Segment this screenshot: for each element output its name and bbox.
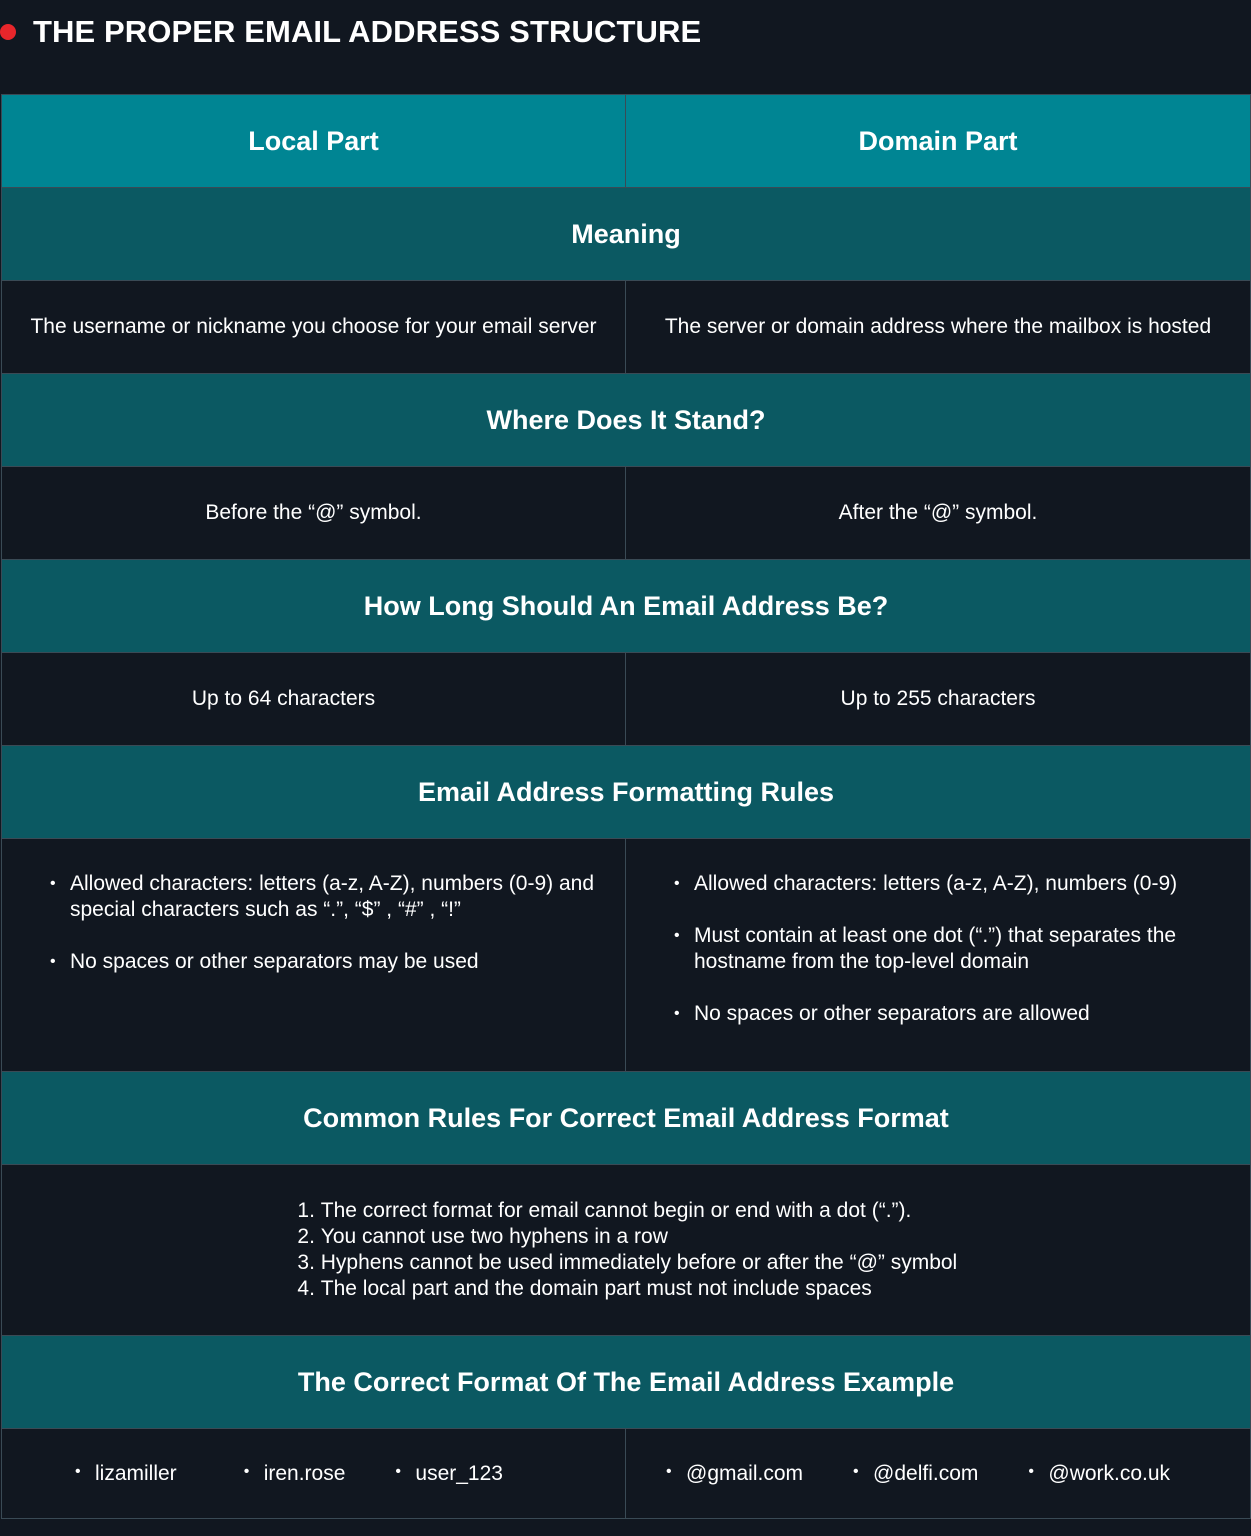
list-item: • @work.co.uk [1048,1462,1170,1486]
position-row [2,467,1251,560]
section-heading-common: Common Rules For Correct Email Address Format [2,1072,1251,1165]
common-row [2,1165,1251,1336]
list-item: • iren.rose [264,1462,346,1486]
column-header-domain: Domain Part [626,95,1251,188]
list-item: • No spaces or other separators may be used [70,949,605,975]
list-item: • Allowed characters: letters (a-z, A-Z), numbers (0-9) [694,871,1230,897]
section-row-formatting [2,746,1251,839]
formatting-local [2,839,626,1072]
examples-local [2,1429,626,1519]
email-structure-table [1,94,1251,1519]
section-row-position [2,374,1251,467]
section-row-length [2,560,1251,653]
examples-domain-list [626,1429,1250,1518]
list-item: 1. The correct format for email cannot begin or end with a dot (“.”). [321,1198,957,1224]
meaning-domain: The server or domain address where the mailbox is hosted [626,281,1251,374]
list-item: • No spaces or other separators are allowed [694,1001,1230,1027]
common-rules-list [295,1198,957,1302]
section-heading-meaning: Meaning [2,188,1251,281]
list-item: • user_123 [415,1462,503,1486]
section-heading-length: How Long Should An Email Address Be? [2,560,1251,653]
red-dot-icon [0,24,16,40]
length-domain: Up to 255 characters [626,653,1251,746]
formatting-row [2,839,1251,1072]
list-item: 4. The local part and the domain part must not include spaces [321,1276,957,1302]
title-bar [0,0,1251,94]
formatting-domain-list [626,839,1250,1027]
section-row-meaning [2,188,1251,281]
list-item: 2. You cannot use two hyphens in a row [321,1224,957,1250]
common-rules-cell [2,1165,1251,1336]
examples-local-list [2,1429,625,1518]
length-local: Up to 64 characters [2,653,626,746]
formatting-domain [626,839,1251,1072]
section-row-examples [2,1336,1251,1429]
page-title: THE PROPER EMAIL ADDRESS STRUCTURE [33,14,702,49]
section-heading-examples: The Correct Format Of The Email Address Example [2,1336,1251,1429]
list-item: • @delfi.com [873,1462,978,1486]
column-header-local: Local Part [2,95,626,188]
list-item: • lizamiller [95,1462,177,1486]
position-local: Before the “@” symbol. [2,467,626,560]
meaning-row [2,281,1251,374]
meaning-local: The username or nickname you choose for your email server [2,281,626,374]
list-item: 3. Hyphens cannot be used immediately before or after the “@” symbol [321,1250,957,1276]
section-heading-formatting: Email Address Formatting Rules [2,746,1251,839]
list-item: • Must contain at least one dot (“.”) that separates the hostname from the top-level domain [694,923,1230,975]
column-header-row [2,95,1251,188]
list-item: • Allowed characters: letters (a-z, A-Z), numbers (0-9) and special characters such as “.”, “$” , “#” , “!” [70,871,605,923]
examples-domain [626,1429,1251,1519]
position-domain: After the “@” symbol. [626,467,1251,560]
section-row-common [2,1072,1251,1165]
formatting-local-list [2,839,625,975]
length-row [2,653,1251,746]
section-heading-position: Where Does It Stand? [2,374,1251,467]
list-item: • @gmail.com [686,1462,803,1486]
examples-row [2,1429,1251,1519]
